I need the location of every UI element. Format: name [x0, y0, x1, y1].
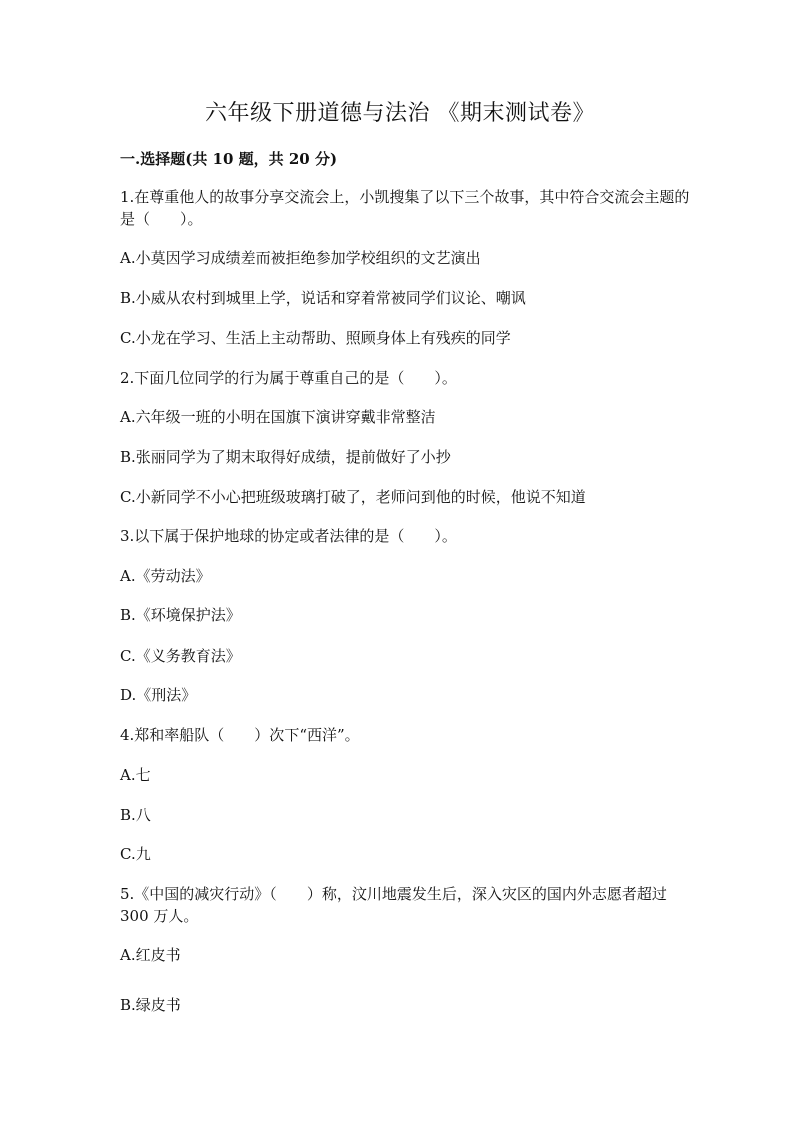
question-3-option-b: B.《环境保护法》 — [120, 606, 241, 624]
question-5-option-b: B.绿皮书 — [120, 996, 181, 1014]
question-2-option-a: A.六年级一班的小明在国旗下演讲穿戴非常整洁 — [120, 408, 436, 426]
question-3-option-a: A.《劳动法》 — [120, 567, 211, 585]
question-5-stem: 5.《中国的减灾行动》（ ）称，汶川地震发生后，深入灾区的国内外志愿者超过 300 万人。 — [120, 885, 667, 925]
question-3-option-c: C.《义务教育法》 — [120, 647, 241, 665]
question-4-option-c: C.九 — [120, 845, 151, 863]
question-2-option-c: C.小新同学不小心把班级玻璃打破了，老师问到他的时候，他说不知道 — [120, 488, 586, 506]
question-2-option-b: B.张丽同学为了期末取得好成绩，提前做好了小抄 — [120, 448, 451, 466]
question-1-option-b: B.小威从农村到城里上学，说话和穿着常被同学们议论、嘲讽 — [120, 289, 526, 307]
section-heading: 一.选择题(共 10 题，共 20 分) — [120, 150, 338, 168]
question-4-option-a: A.七 — [120, 766, 151, 784]
question-3-stem: 3.以下属于保护地球的协定或者法律的是（ ）。 — [120, 527, 457, 545]
question-4-stem: 4.郑和率船队（ ）次下“西洋”。 — [120, 726, 360, 744]
question-1-option-c: C.小龙在学习、生活上主动帮助、照顾身体上有残疾的同学 — [120, 329, 511, 347]
question-1-stem: 1.在尊重他人的故事分享交流会上，小凯搜集了以下三个故事，其中符合交流会主题的是（ ）。 — [120, 188, 690, 228]
page-title: 六年级下册道德与法治 《期末测试卷》 — [205, 101, 595, 126]
question-5-option-a: A.红皮书 — [120, 946, 181, 964]
question-4-option-b: B.八 — [120, 806, 151, 824]
question-2-stem: 2.下面几位同学的行为属于尊重自己的是（ ）。 — [120, 369, 457, 387]
question-3-option-d: D.《刑法》 — [120, 686, 197, 704]
question-1-option-a: A.小莫因学习成绩差而被拒绝参加学校组织的文艺演出 — [120, 249, 481, 267]
